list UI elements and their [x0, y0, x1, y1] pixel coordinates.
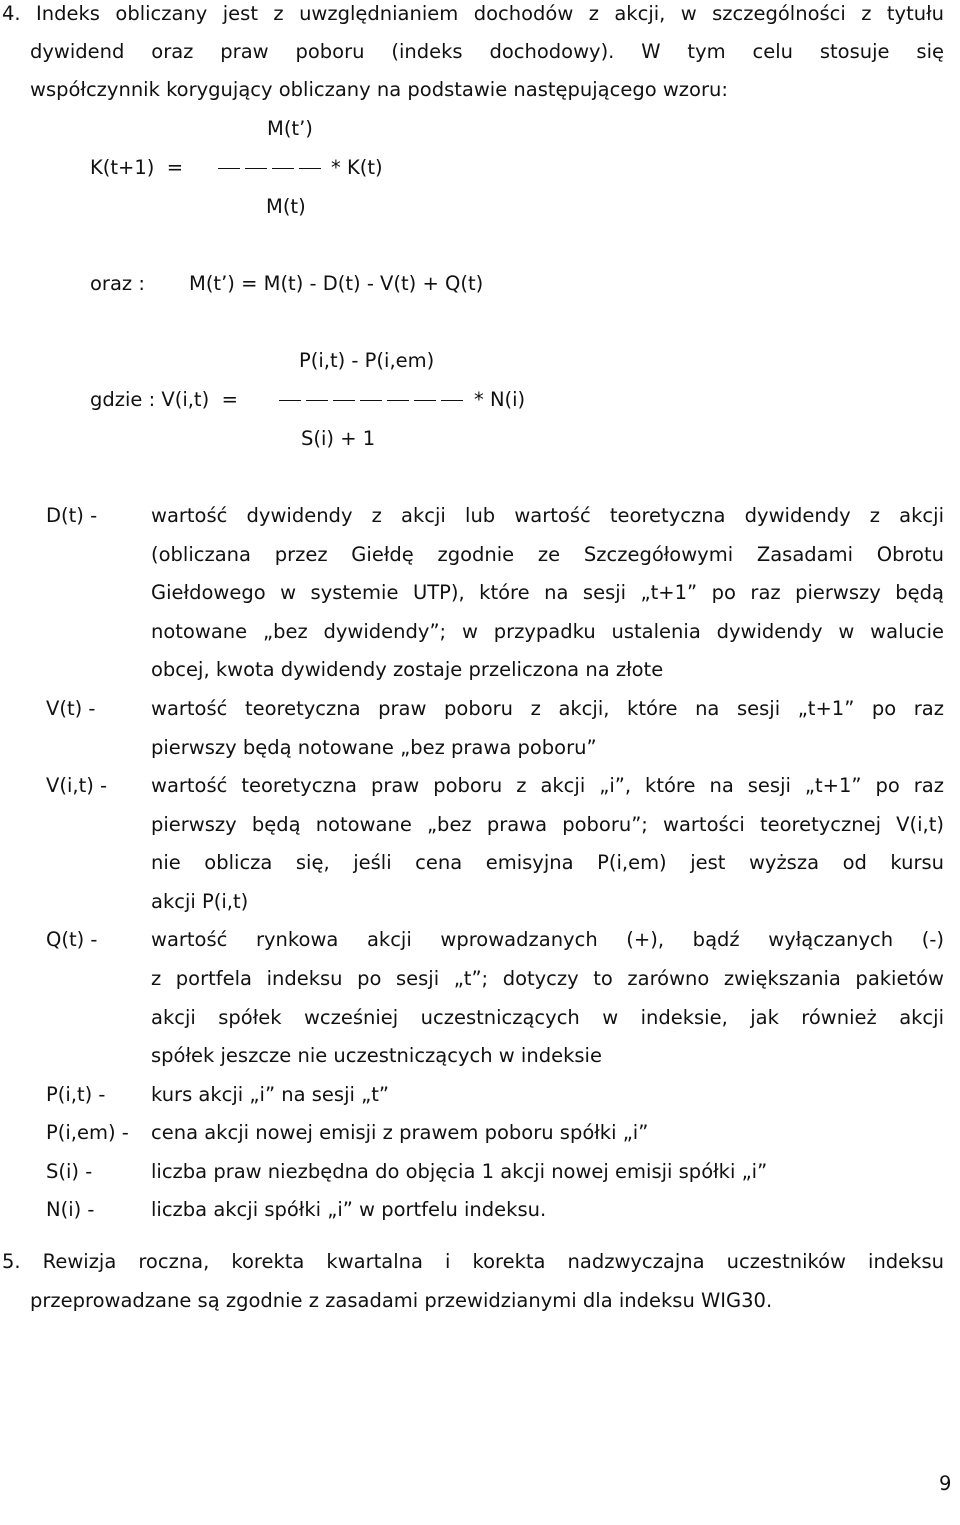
- def-q-t-line: akcji spółek wcześniej uczestniczących w indeksie, jak również akcji: [151, 1006, 944, 1029]
- def-v-t-line: wartość teoretyczna praw poboru z akcji, które na sesji „t+1” po raz: [151, 697, 944, 720]
- formula3-numerator: P(i,t) - P(i,em): [299, 349, 435, 372]
- def-s-i-line: liczba praw niezbędna do objęcia 1 akcji nowej emisji spółki „i”: [151, 1160, 768, 1183]
- formula3-fraction-bar: [279, 400, 465, 402]
- formula3-denominator: S(i) + 1: [301, 427, 376, 450]
- def-v-i-t-line: nie oblicza się, jeśli cena emisyjna P(i,em) jest wyższa od kursu: [151, 851, 944, 874]
- item5-line-2: przeprowadzane są zgodnie z zasadami przewidzianymi dla indeksu WIG30.: [30, 1289, 773, 1312]
- formula1-denominator: M(t): [266, 195, 306, 218]
- formula2-expression: M(t’) = M(t) - D(t) - V(t) + Q(t): [189, 272, 484, 295]
- def-term-d-t: D(t) -: [46, 504, 98, 527]
- item5-line-1: 5. Rewizja roczna, korekta kwartalna i korekta nadzwyczajna uczestników indeksu: [2, 1250, 944, 1273]
- def-p-i-em-line: cena akcji nowej emisji z prawem poboru spółki „i”: [151, 1121, 649, 1144]
- page-number: 9: [939, 1472, 952, 1495]
- formula2-label: oraz :: [90, 272, 145, 295]
- def-term-v-i-t: V(i,t) -: [46, 774, 108, 797]
- formula3-rhs: * N(i): [474, 388, 526, 411]
- def-v-i-t-line: akcji P(i,t): [151, 890, 249, 913]
- formula3-lhs: gdzie : V(i,t) =: [90, 388, 238, 411]
- def-v-i-t-line: pierwszy będą notowane „bez prawa poboru”; wartości teoretycznej V(i,t): [151, 813, 944, 836]
- def-d-t-line: notowane „bez dywidendy”; w przypadku ustalenia dywidendy w walucie: [151, 620, 944, 643]
- def-v-i-t-line: wartość teoretyczna praw poboru z akcji „i”, które na sesji „t+1” po raz: [151, 774, 944, 797]
- def-d-t-line: Giełdowego w systemie UTP), które na sesji „t+1” po raz pierwszy będą: [151, 581, 944, 604]
- def-p-i-t-line: kurs akcji „i” na sesji „t”: [151, 1083, 389, 1106]
- formula1-lhs: K(t+1) =: [90, 156, 184, 179]
- def-term-q-t: Q(t) -: [46, 928, 98, 951]
- item4-line-3: współczynnik korygujący obliczany na podstawie następującego wzoru:: [30, 78, 728, 101]
- formula1-fraction-bar: [218, 168, 322, 170]
- def-term-v-t: V(t) -: [46, 697, 96, 720]
- def-term-n-i: N(i) -: [46, 1198, 95, 1221]
- item4-line-1: 4. Indeks obliczany jest z uwzględnianiem dochodów z akcji, w szczególności z tytułu: [2, 2, 944, 25]
- def-term-s-i: S(i) -: [46, 1160, 93, 1183]
- def-q-t-line: wartość rynkowa akcji wprowadzanych (+), bądź wyłączanych (-): [151, 928, 944, 951]
- def-term-p-i-t: P(i,t) -: [46, 1083, 106, 1106]
- formula1-numerator: M(t’): [267, 117, 313, 140]
- def-term-p-i-em: P(i,em) -: [46, 1121, 129, 1144]
- def-d-t-line: obcej, kwota dywidendy zostaje przeliczona na złote: [151, 658, 664, 681]
- def-d-t-line: (obliczana przez Giełdę zgodnie ze Szczegółowymi Zasadami Obrotu: [151, 543, 944, 566]
- def-q-t-line: spółek jeszcze nie uczestniczących w indeksie: [151, 1044, 602, 1067]
- def-d-t-line: wartość dywidendy z akcji lub wartość teoretyczna dywidendy z akcji: [151, 504, 944, 527]
- def-v-t-line: pierwszy będą notowane „bez prawa poboru”: [151, 736, 597, 759]
- formula1-rhs: * K(t): [331, 156, 383, 179]
- item4-line-2: dywidend oraz praw poboru (indeks dochodowy). W tym celu stosuje się: [30, 40, 944, 63]
- def-n-i-line: liczba akcji spółki „i” w portfelu indeksu.: [151, 1198, 547, 1221]
- def-q-t-line: z portfela indeksu po sesji „t”; dotyczy to zarówno zwiększania pakietów: [151, 967, 944, 990]
